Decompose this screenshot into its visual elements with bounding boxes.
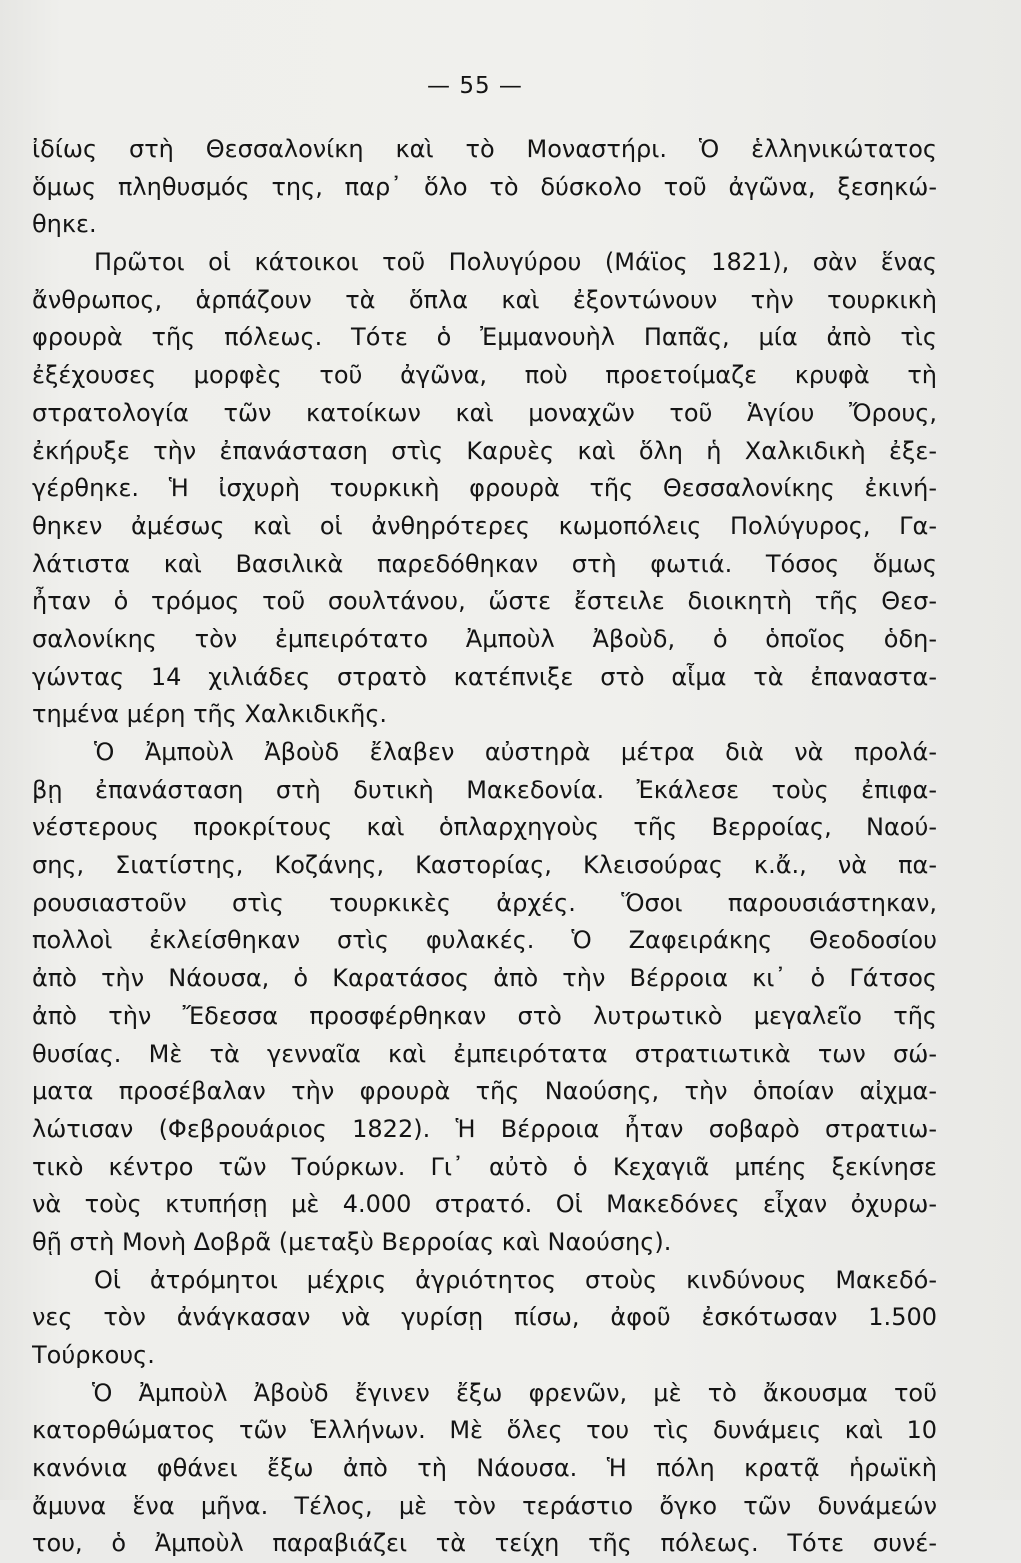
- text-line: κανόνια φθάνει ἔξω ἀπὸ τὴ Νάουσα. Ἡ πόλη κρατᾷ ἡρωϊκὴ: [32, 1454, 937, 1483]
- text-line: γώντας 14 χιλιάδες στρατὸ κατέπνιξε στὸ αἷμα τὰ ἐπαναστα-: [32, 662, 937, 691]
- text-line: νες τὸν ἀνάγκασαν νὰ γυρίσῃ πίσω, ἀφοῦ ἐσκότωσαν 1.500: [32, 1303, 937, 1332]
- text-line: Οἱ ἀτρόμητοι μέχρις ἀγριότητος στοὺς κινδύνους Μακεδό-: [94, 1265, 937, 1294]
- text-line: ἄνθρωπος, ἁρπάζουν τὰ ὅπλα καὶ ἐξοντώνουν τὴν τουρκικὴ: [32, 285, 937, 314]
- text-line: νὰ τοὺς κτυπήσῃ μὲ 4.000 στρατό. Οἱ Μακεδόνες εἶχαν ὀχυρω-: [32, 1190, 937, 1219]
- text-line: θηκε.: [32, 210, 97, 239]
- text-line: τημένα μέρη τῆς Χαλκιδικῆς.: [32, 700, 388, 729]
- text-line: βῃ ἐπανάσταση στὴ δυτικὴ Μακεδονία. Ἐκάλεσε τοὺς ἐπιφα-: [32, 775, 937, 804]
- text-line: ἀπὸ τὴν Ἔδεσσα προσφέρθηκαν στὸ λυτρωτικὸ μεγαλεῖο τῆς: [32, 1001, 937, 1030]
- text-line: ἄμυνα ἕνα μῆνα. Τέλος, μὲ τὸν τεράστιο ὄγκο τῶν δυνάμεών: [32, 1491, 937, 1520]
- text-line: ἐξέχουσες μορφὲς τοῦ ἀγῶνα, ποὺ προετοίμαζε κρυφὰ τὴ: [32, 361, 937, 390]
- text-line: θῇ στὴ Μονὴ Δοβρᾶ (μεταξὺ Βερροίας καὶ Ναούσης).: [32, 1227, 672, 1256]
- text-line: λάτιστα καὶ Βασιλικὰ παρεδόθηκαν στὴ φωτιά. Τόσος ὅμως: [32, 549, 937, 578]
- text-line: σαλονίκης τὸν ἐμπειρότατο Ἀμποὺλ Ἀβοὺδ, ὁ ὁποῖος ὁδη-: [32, 624, 937, 653]
- text-line: ἀπὸ τὴν Νάουσα, ὁ Καρατάσος ἀπὸ τὴν Βέρροια κι᾽ ὁ Γάτσος: [32, 964, 937, 993]
- text-line: ματα προσέβαλαν τὴν φρουρὰ τῆς Ναούσης, τὴν ὁποίαν αἰχμα-: [32, 1077, 937, 1106]
- text-line: στρατολογία τῶν κατοίκων καὶ μοναχῶν τοῦ Ἁγίου Ὄρους,: [32, 398, 937, 427]
- text-line: Πρῶτοι οἱ κάτοικοι τοῦ Πολυγύρου (Μάϊος 1821), σὰν ἕνας: [94, 248, 937, 277]
- text-line: ρουσιαστοῦν στὶς τουρκικὲς ἀρχές. Ὅσοι παρουσιάστηκαν,: [32, 888, 937, 917]
- text-line: σης, Σιατίστης, Κοζάνης, Καστορίας, Κλεισούρας κ.ἄ., νὰ πα-: [32, 851, 937, 880]
- page-number: — 55 —: [427, 73, 523, 99]
- text-line: λώτισαν (Φεβρουάριος 1822). Ἡ Βέρροια ἦταν σοβαρὸ στρατιω-: [32, 1114, 937, 1143]
- text-line: ὅμως πληθυσμός της, παρ᾽ ὅλο τὸ δύσκολο τοῦ ἀγῶνα, ξεσηκώ-: [32, 172, 937, 201]
- text-line: ἰδίως στὴ Θεσσαλονίκη καὶ τὸ Μοναστήρι. Ὁ ἑλληνικώτατος: [32, 135, 937, 163]
- text-line: Τούρκους.: [32, 1341, 155, 1369]
- body-text: [32, 131, 937, 1563]
- text-line: κατορθώματος τῶν Ἑλλήνων. Μὲ ὅλες του τὶς δυνάμεις καὶ 10: [32, 1416, 937, 1445]
- text-line: ἐκήρυξε τὴν ἐπανάσταση στὶς Καρυὲς καὶ ὅλη ἡ Χαλκιδικὴ ἐξε-: [32, 436, 937, 465]
- text-line: φρουρὰ τῆς πόλεως. Τότε ὁ Ἐμμανουὴλ Παπᾶς, μία ἀπὸ τὶς: [32, 323, 937, 352]
- text-line: του, ὁ Ἀμποὺλ παραβιάζει τὰ τείχη τῆς πόλεως. Τότε συνέ-: [32, 1529, 937, 1558]
- text-line: ἦταν ὁ τρόμος τοῦ σουλτάνου, ὥστε ἔστειλε διοικητὴ τῆς Θεσ-: [32, 587, 937, 616]
- text-line: τικὸ κέντρο τῶν Τούρκων. Γι᾽ αὐτὸ ὁ Κεχαγιᾶ μπέης ξεκίνησε: [32, 1152, 937, 1181]
- text-line: Ὁ Ἀμποὺλ Ἀβοὺδ ἔγινεν ἔξω φρενῶν, μὲ τὸ ἄκουσμα τοῦ: [92, 1378, 937, 1407]
- text-line: νέστερους προκρίτους καὶ ὁπλαρχηγοὺς τῆς Βερροίας, Ναού-: [32, 813, 937, 842]
- text-line: θηκεν ἀμέσως καὶ οἱ ἀνθηρότερες κωμοπόλεις Πολύγυρος, Γα-: [32, 511, 937, 540]
- text-line: γέρθηκε. Ἡ ἰσχυρὴ τουρκικὴ φρουρὰ τῆς Θεσσαλονίκης ἐκινή-: [32, 474, 937, 503]
- text-line: Ὁ Ἀμποὺλ Ἀβοὺδ ἔλαβεν αὐστηρὰ μέτρα διὰ νὰ προλά-: [94, 738, 937, 766]
- text-line: πολλοὶ ἐκλείσθηκαν στὶς φυλακές. Ὁ Ζαφειράκης Θεοδοσίου: [32, 926, 937, 955]
- text-line: θυσίας. Μὲ τὰ γενναῖα καὶ ἐμπειρότατα στρατιωτικὰ των σώ-: [32, 1039, 937, 1068]
